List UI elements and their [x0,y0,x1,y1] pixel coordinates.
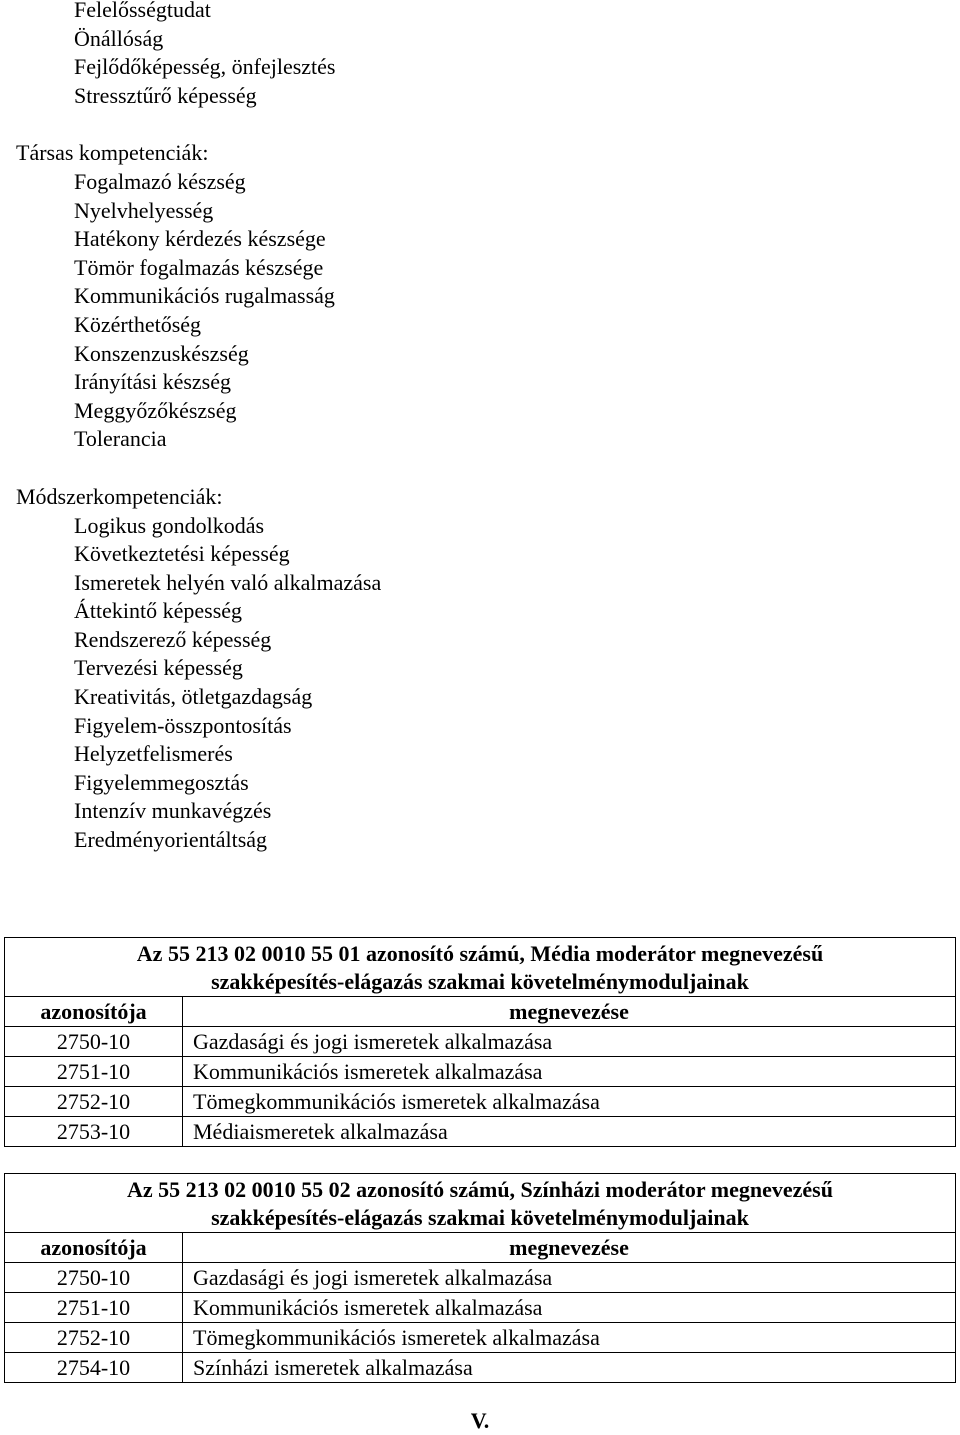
module-name: Médiaismeretek alkalmazása [183,1117,956,1147]
list-item: Intenzív munkavégzés [74,798,272,824]
theatre-moderator-module-table [4,1173,956,1383]
list-item: Fogalmazó készség [74,168,246,194]
list-item: Fejlődőképesség, önfejlesztés [74,54,336,80]
column-header-id: azonosítója [5,1233,183,1263]
method-competency-list [0,483,960,855]
list-item: Irányítási készség [74,369,231,395]
list-item: Kommunikációs rugalmasság [74,283,335,309]
list-item: Figyelem-összpontosítás [74,712,292,738]
table-row [5,1057,956,1087]
table-caption [5,938,956,997]
column-header-name: megnevezése [183,1233,956,1263]
table-row [5,1323,956,1353]
module-name: Kommunikációs ismeretek alkalmazása [183,1057,956,1087]
table-caption-line: szakképesítés-elágazás szakmai követelménymoduljainak [211,1205,749,1230]
table-caption-row [5,1174,956,1233]
section-number: V. [470,1408,490,1433]
list-item: Rendszerező képesség [74,626,272,652]
list-item: Kreativitás, ötletgazdagság [74,684,313,710]
module-code: 2750-10 [5,1027,183,1057]
column-header-name: megnevezése [183,997,956,1027]
table-caption-line: szakképesítés-elágazás szakmai követelménymoduljainak [211,969,749,994]
module-code: 2752-10 [5,1323,183,1353]
personal-competency-list [0,0,960,110]
column-header-id: azonosítója [5,997,183,1027]
list-item: Logikus gondolkodás [74,512,265,538]
module-code: 2751-10 [5,1293,183,1323]
module-name: Gazdasági és jogi ismeretek alkalmazása [183,1263,956,1293]
list-item: Ismeretek helyén való alkalmazása [74,569,382,595]
spacer [0,454,960,483]
list-item: Figyelemmegosztás [74,769,249,795]
module-name: Tömegkommunikációs ismeretek alkalmazása [183,1323,956,1353]
module-code: 2754-10 [5,1353,183,1383]
list-item: Eredményorientáltság [74,827,268,853]
list-item: Meggyőzőkészség [74,397,237,423]
social-competencies-heading: Társas kompetenciák: [16,140,209,166]
list-item: Konszenzuskészség [74,340,249,366]
module-name: Gazdasági és jogi ismeretek alkalmazása [183,1027,956,1057]
module-code: 2752-10 [5,1087,183,1117]
social-competency-list [0,139,960,454]
table-caption-line: Az 55 213 02 0010 55 01 azonosító számú, Média moderátor megnevezésű [136,941,824,966]
table-row [5,1027,956,1057]
list-item: Hatékony kérdezés készsége [74,226,326,252]
table-row [5,1263,956,1293]
list-item: Felelősségtudat [74,0,211,22]
table-header-row [5,1233,956,1263]
module-code: 2753-10 [5,1117,183,1147]
table-caption-row [5,938,956,997]
list-item: Áttekintő képesség [74,598,243,624]
media-moderator-module-table [4,937,956,1147]
list-item: Tömör fogalmazás készsége [74,254,324,280]
list-item: Közérthetőség [74,311,202,337]
list-item: Nyelvhelyesség [74,197,214,223]
table-row [5,1087,956,1117]
table-row [5,1293,956,1323]
list-item: Következtetési képesség [74,541,290,567]
module-name: Kommunikációs ismeretek alkalmazása [183,1293,956,1323]
list-item: Tolerancia [74,426,167,452]
list-item: Stressztűrő képesség [74,82,257,108]
spacer [0,110,960,139]
list-item: Helyzetfelismerés [74,741,233,767]
module-name: Tömegkommunikációs ismeretek alkalmazása [183,1087,956,1117]
method-competencies-heading: Módszerkompetenciák: [16,483,223,509]
module-code: 2751-10 [5,1057,183,1087]
module-name: Színházi ismeretek alkalmazása [183,1353,956,1383]
table-caption [5,1174,956,1233]
table-row [5,1117,956,1147]
list-item: Önállóság [74,25,164,51]
module-code: 2750-10 [5,1263,183,1293]
list-item: Tervezési képesség [74,655,243,681]
table-caption-line: Az 55 213 02 0010 55 02 azonosító számú, Színházi moderátor megnevezésű [127,1177,833,1202]
table-header-row [5,997,956,1027]
table-row [5,1353,956,1383]
